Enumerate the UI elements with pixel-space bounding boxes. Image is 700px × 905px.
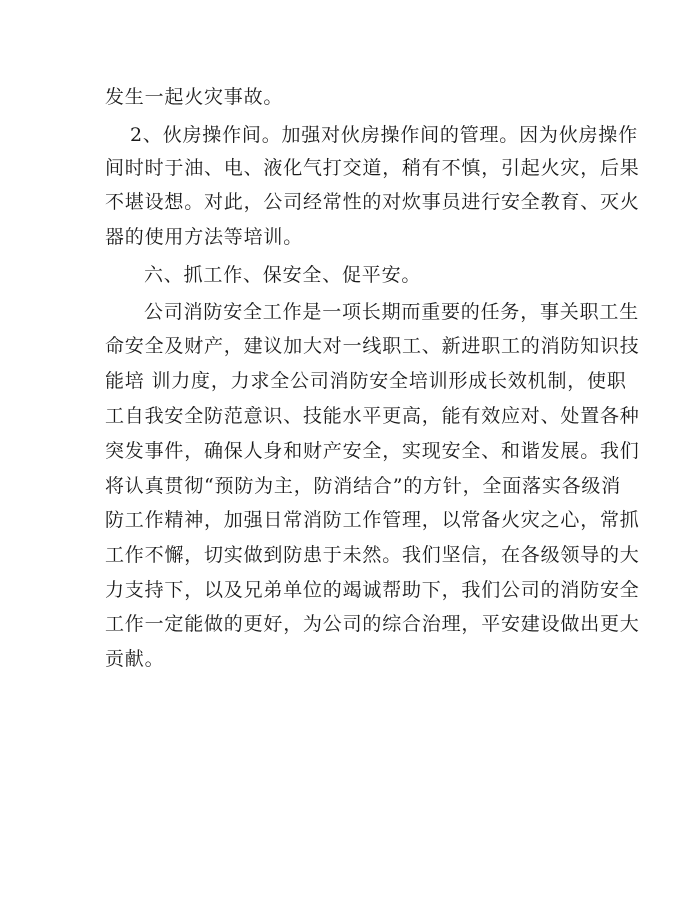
text-line: 防工作精神，加强日常消防工作管理，以常备火灾之心，常抓 — [105, 509, 640, 531]
text-line: 贡献。 — [105, 648, 165, 670]
text-line: 工自我安全防范意识、技能水平更高，能有效应对、处置各种 — [105, 405, 640, 427]
text-line: 命安全及财产，建议加大对一线职工、新进职工的消防知识技 — [105, 335, 640, 357]
text-line: 突发事件，确保人身和财产安全，实现安全、和谐发展。我们 — [105, 440, 640, 462]
text-line: 能培 训力度，力求全公司消防安全培训形成长效机制，使职 — [105, 370, 627, 392]
section-heading-six: 六、抓工作、保安全、促平安。 — [144, 264, 422, 286]
text-line: 器的使用方法等培训。 — [105, 226, 304, 248]
paragraph-heading-kitchen: 2、伙房操作间。加强对伙房操作间的管理。因为伙房操作 — [130, 124, 638, 146]
paragraph-start: 公司消防安全工作是一项长期而重要的任务，事关职工生 — [144, 301, 640, 323]
text-line: 将认真贯彻“预防为主，防消结合”的方针，全面落实各级消 — [105, 475, 622, 497]
text-line: 工作不懈，切实做到防患于未然。我们坚信，在各级领导的大 — [105, 544, 640, 566]
text-line: 不堪设想。对此，公司经常性的对炊事员进行安全教育、灭火 — [105, 191, 640, 213]
text-line: 间时时于油、电、液化气打交道，稍有不慎，引起火灾，后果 — [105, 157, 640, 179]
text-line: 发生一起火灾事故。 — [105, 86, 284, 108]
text-line: 工作一定能做的更好，为公司的综合治理，平安建设做出更大 — [105, 613, 640, 635]
text-line: 力支持下，以及兄弟单位的竭诚帮助下，我们公司的消防安全 — [105, 579, 640, 601]
